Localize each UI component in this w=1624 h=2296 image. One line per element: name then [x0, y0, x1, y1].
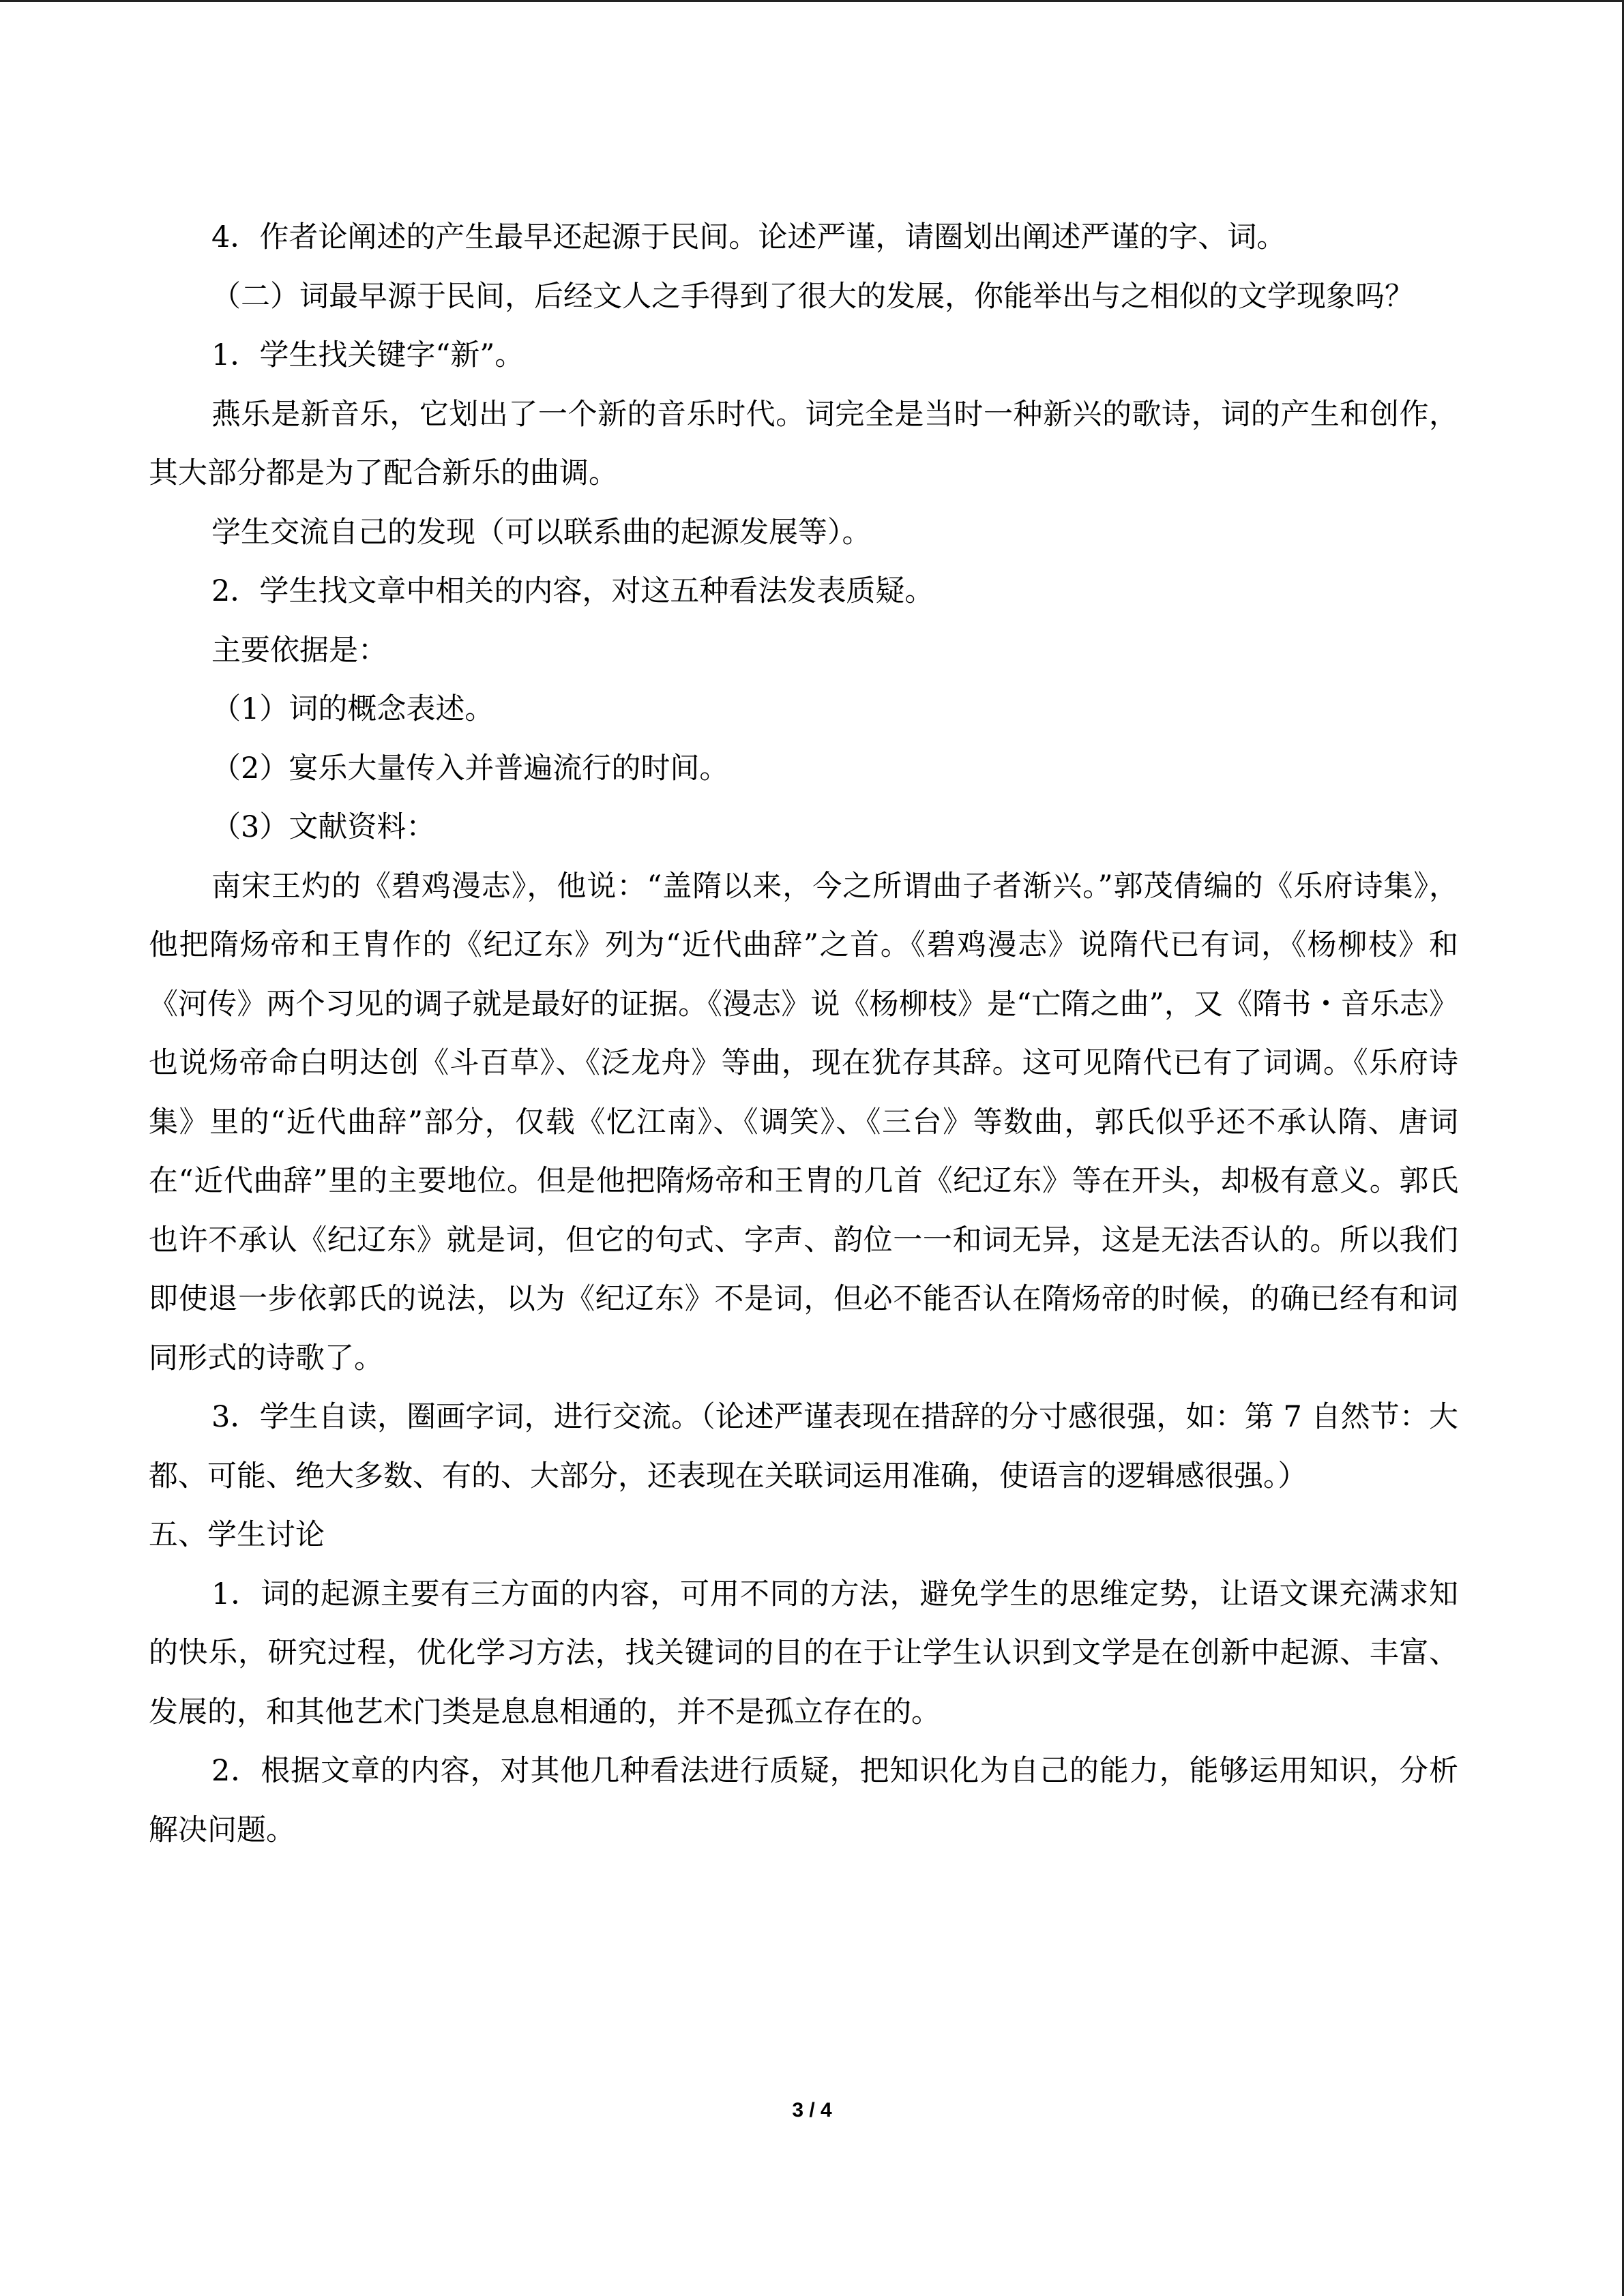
paragraph-1: 4．作者论阐述的产生最早还起源于民间。论述严谨，请圈划出阐述严谨的字、词。 [211, 220, 1286, 254]
paragraph-8: （1）词的概念表述。 [211, 692, 494, 726]
paragraph-3: 1．学生找关键字“新”。 [211, 338, 525, 372]
paragraph-11: 南宋王灼的《碧鸡漫志》，他说：“盖隋以来，今之所谓曲子者渐兴。”郭茂倩编的《乐府诗集》，他把隋炀帝和王胄作的《纪辽东》列为“近代曲辞”之首。《碧鸡漫志》说隋代已有词，《杨柳枝》和《河传》两个习见的调子就是最好的证据。《漫志》说《杨柳枝》是“亡隋之曲”，又《隋书・音乐志》也说炀帝命白明达创《斗百草》、《泛龙舟》等曲，现在犹存其辞。这可见隋代已有了词调。《乐府诗集》里的“近代曲辞”部分，仅载《忆江南》、《调笑》、《三台》等数曲，郭氏似乎还不承认隋、唐词在“近代曲辞”里的主要地位。但是他把隋炀帝和王胄的几首《纪辽东》等在开头，却极有意义。郭氏也许不承认《纪辽东》就是词，但它的句式、字声、韵位一一和词无异，这是无法否认的。所以我们即使退一步依郭氏的说法，以为《纪辽东》不是词，但必不能否认在隋炀帝的时候，的确已经有和词同形式的诗歌了。 [149, 869, 1458, 1375]
paragraph-6: 2．学生找文章中相关的内容，对这五种看法发表质疑。 [211, 574, 934, 608]
paragraph-5: 学生交流自己的发现（可以联系曲的起源发展等）。 [211, 515, 872, 550]
paragraph-7: 主要依据是： [211, 633, 387, 668]
paragraph-10: （3）文献资料： [211, 810, 436, 844]
paragraph-14: 1．词的起源主要有三方面的内容，可用不同的方法，避免学生的思维定势，让语文课充满求知的快乐，研究过程，优化学习方法，找关键词的目的在于让学生认识到文学是在创新中起源、丰富、发展的，和其他艺术门类是息息相通的，并不是孤立存在的。 [149, 1577, 1458, 1729]
document-body [149, 208, 1458, 1860]
page-border-top [0, 0, 1624, 2]
paragraph-9: （2）宴乐大量传入并普遍流行的时间。 [211, 751, 729, 786]
paragraph-2: （二）词最早源于民间，后经文人之手得到了很大的发展，你能举出与之相似的文学现象吗？ [211, 279, 1414, 314]
page-number: 3 / 4 [792, 2099, 832, 2121]
section-heading: 五、学生讨论 [149, 1518, 325, 1552]
paragraph-15: 2．根据文章的内容，对其他几种看法进行质疑，把知识化为自己的能力，能够运用知识，分析解决问题。 [149, 1754, 1458, 1847]
paragraph-12: 3．学生自读，圈画字词，进行交流。（论述严谨表现在措辞的分寸感很强，如：第 7 自然节：大都、可能、绝大多数、有的、大部分，还表现在关联词运用准确，使语言的逻辑感很强。） [149, 1400, 1458, 1493]
paragraph-4: 燕乐是新音乐，它划出了一个新的音乐时代。词完全是当时一种新兴的歌诗，词的产生和创作，其大部分都是为了配合新乐的曲调。 [149, 397, 1458, 490]
